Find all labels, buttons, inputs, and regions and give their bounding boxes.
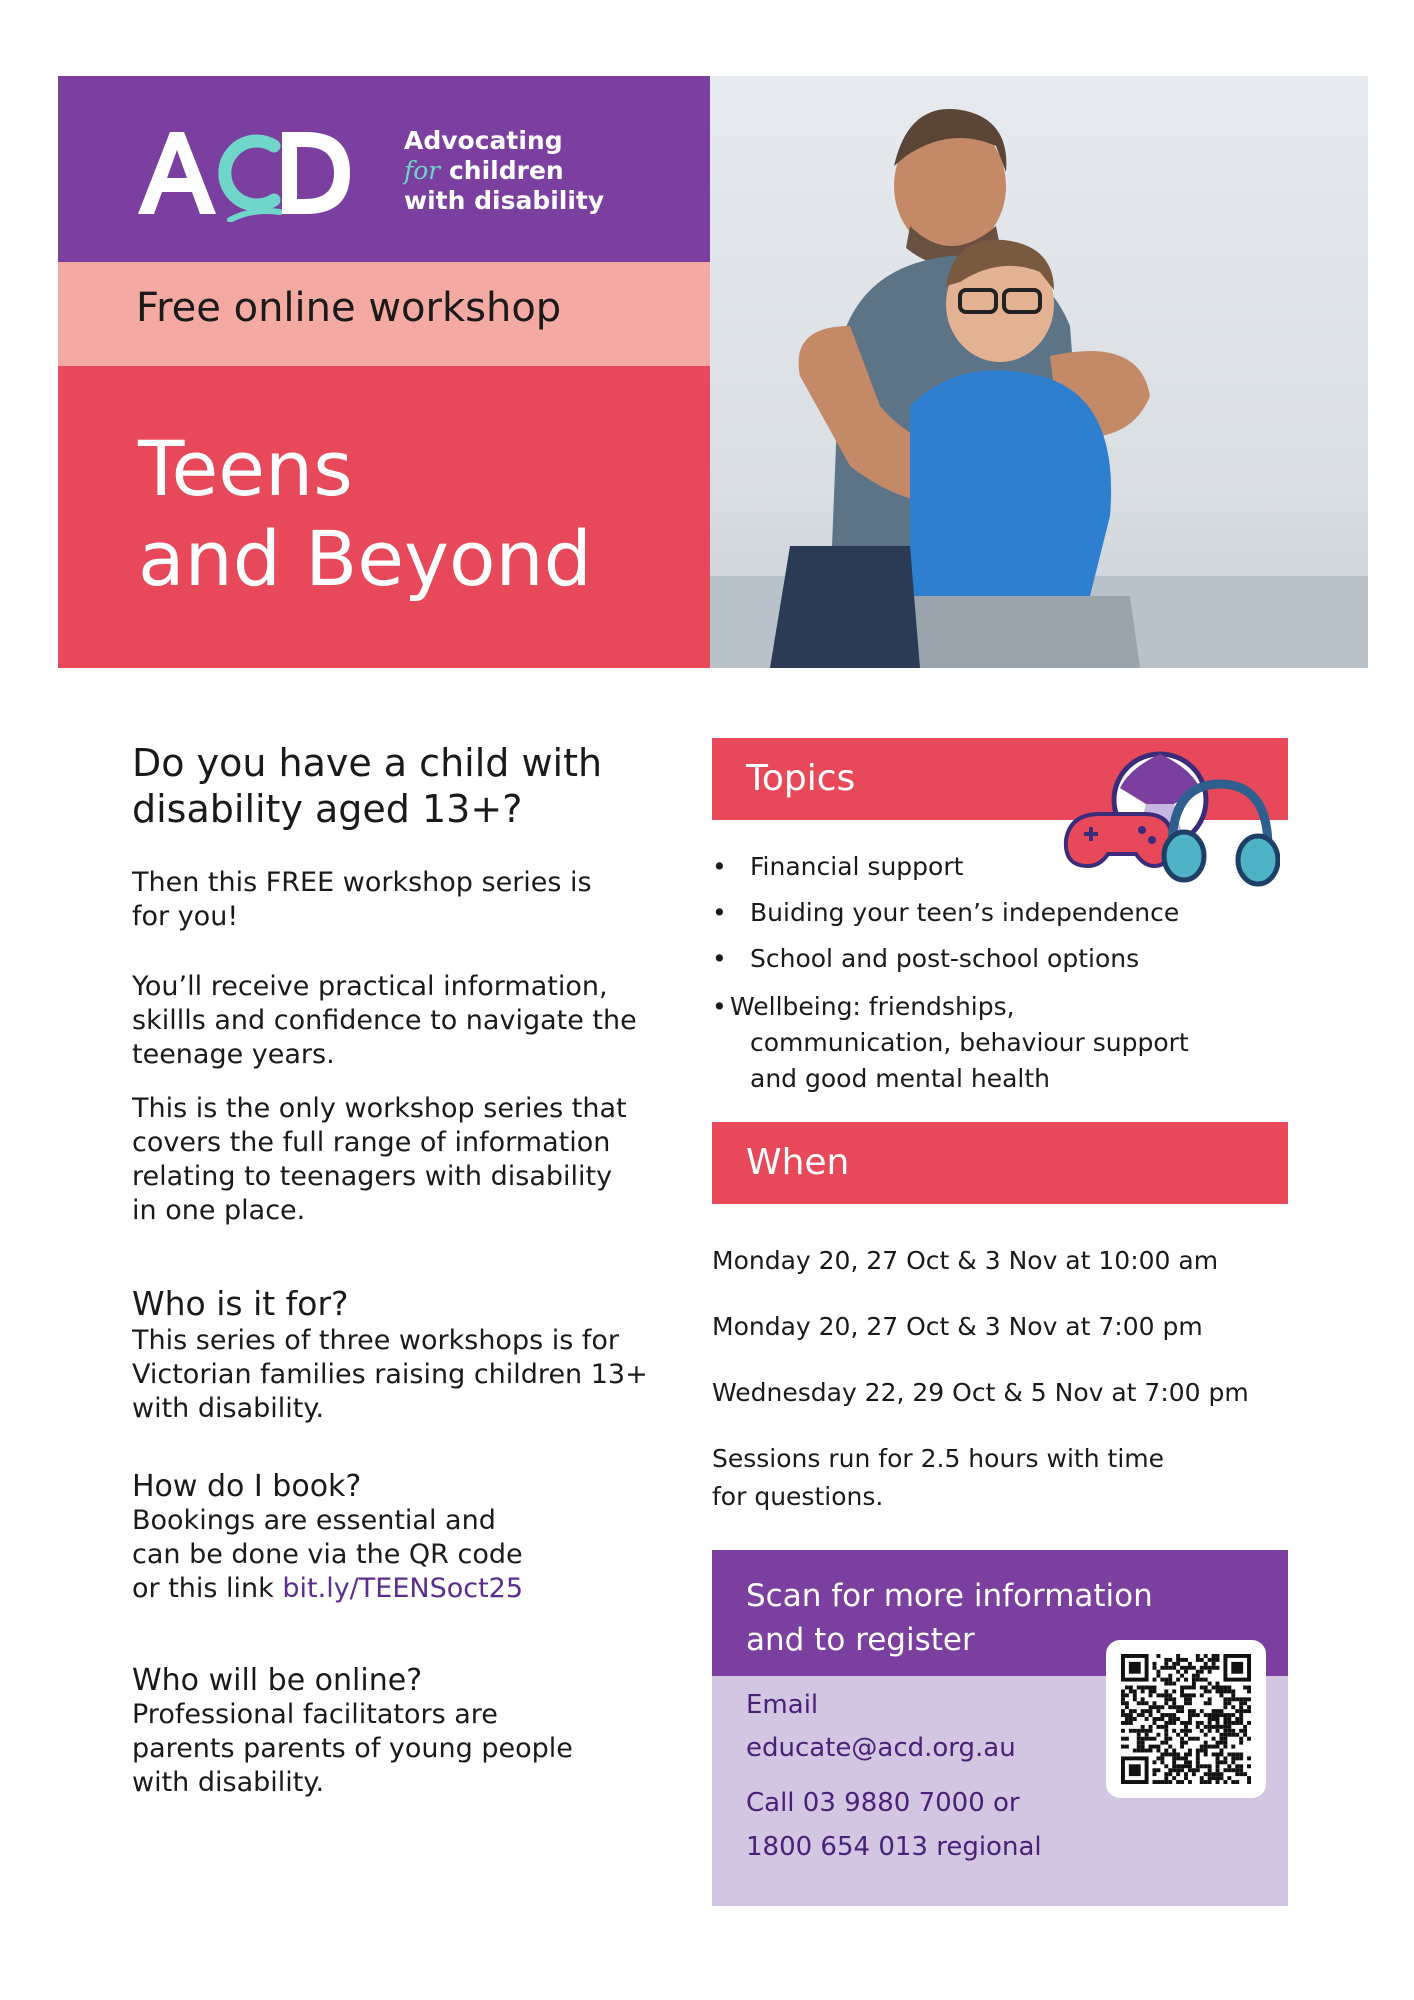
session-note-line-2: for questions. bbox=[712, 1482, 884, 1511]
topic-wellbeing-line-1: Wellbeing: friendships, bbox=[730, 992, 1015, 1021]
tagline-line-2 bbox=[404, 156, 604, 186]
email-address[interactable]: educate@acd.org.au bbox=[746, 1733, 1016, 1763]
tagline-line-1: Advocating bbox=[404, 126, 563, 155]
topic-wellbeing-line-3: and good mental health bbox=[750, 1064, 1050, 1093]
booking-line-3 bbox=[132, 1572, 672, 1606]
free-workshop-label: Free online workshop bbox=[136, 285, 562, 331]
who-for-heading: Who is it for? bbox=[132, 1284, 349, 1323]
who-for-section bbox=[132, 1284, 672, 1426]
tagline-children: children bbox=[448, 156, 564, 185]
who-for-line-3: with disability. bbox=[132, 1393, 325, 1424]
title-line-2: and Beyond bbox=[138, 514, 592, 603]
session-row: Monday 20, 27 Oct & 3 Nov at 7:00 pm bbox=[712, 1312, 1203, 1341]
facilitators-line-2: parents parents of young people bbox=[132, 1733, 573, 1764]
p1-line-1: Then this FREE workshop series is bbox=[132, 867, 592, 898]
p2-line-3: teenage years. bbox=[132, 1039, 335, 1070]
bullet-icon: • bbox=[712, 898, 727, 927]
booking-line-2: can be done via the QR code bbox=[132, 1539, 523, 1570]
booking-link[interactable]: bit.ly/TEENSoct25 bbox=[282, 1573, 524, 1604]
register-title bbox=[746, 1574, 1153, 1662]
intro-heading-line-1: Do you have a child with bbox=[132, 741, 603, 785]
acd-logo-icon bbox=[134, 122, 354, 222]
hero-photo bbox=[710, 76, 1368, 668]
p3-line-1: This is the only workshop series that bbox=[132, 1093, 627, 1124]
phone-line-1[interactable]: Call 03 9880 7000 or bbox=[746, 1788, 1020, 1818]
who-for-line-1: This series of three workshops is for bbox=[132, 1325, 620, 1356]
logo-tagline bbox=[404, 126, 604, 216]
when-heading: When bbox=[746, 1142, 850, 1183]
topics-heading: Topics bbox=[746, 758, 856, 799]
tagline-line-3: with disability bbox=[404, 186, 605, 215]
who-for-line-2: Victorian families raising children 13+ bbox=[132, 1359, 648, 1390]
phone-line-2[interactable]: 1800 654 013 regional bbox=[746, 1832, 1042, 1862]
qr-code[interactable] bbox=[1120, 1654, 1252, 1784]
headphones-icon bbox=[1164, 784, 1278, 884]
p3-line-4: in one place. bbox=[132, 1195, 306, 1226]
facilitators-section bbox=[132, 1664, 672, 1800]
title-line-1: Teens bbox=[138, 424, 353, 513]
intro-heading-line-2: disability aged 13+? bbox=[132, 787, 523, 831]
p1-line-2: for you! bbox=[132, 901, 239, 932]
game-controller-icon bbox=[1066, 814, 1172, 866]
topic-wellbeing-line-2: communication, behaviour support bbox=[750, 1028, 1189, 1057]
register-title-line-1: Scan for more information bbox=[746, 1578, 1153, 1614]
register-title-line-2: and to register bbox=[746, 1622, 975, 1658]
booking-line-1: Bookings are essential and bbox=[132, 1505, 496, 1536]
when-band bbox=[712, 1122, 1288, 1204]
bullet-icon: • bbox=[712, 944, 727, 973]
session-note-line-1: Sessions run for 2.5 hours with time bbox=[712, 1444, 1165, 1473]
bullet-icon: • bbox=[712, 852, 727, 881]
session-row: Monday 20, 27 Oct & 3 Nov at 10:00 am bbox=[712, 1246, 1219, 1275]
booking-link-prefix: or this link bbox=[132, 1573, 283, 1604]
facilitators-line-3: with disability. bbox=[132, 1767, 325, 1798]
booking-heading: How do I book? bbox=[132, 1469, 362, 1504]
intro-heading bbox=[132, 740, 672, 832]
p3-line-2: covers the full range of information bbox=[132, 1127, 611, 1158]
page-title bbox=[138, 424, 592, 604]
tagline-for: for bbox=[404, 156, 441, 185]
intro-paragraph-2 bbox=[132, 970, 672, 1072]
bullet-icon: • bbox=[712, 992, 727, 1021]
topic-label: Buiding your teen’s independence bbox=[750, 898, 1180, 927]
session-row: Wednesday 22, 29 Oct & 5 Nov at 7:00 pm bbox=[712, 1378, 1249, 1407]
topics-illustration bbox=[1060, 748, 1280, 898]
hero-photo-illustration bbox=[710, 76, 1368, 668]
booking-section bbox=[132, 1470, 672, 1606]
intro-paragraph-1 bbox=[132, 866, 672, 934]
facilitators-line-1: Professional facilitators are bbox=[132, 1699, 498, 1730]
facilitators-heading: Who will be online? bbox=[132, 1663, 423, 1698]
p3-line-3: relating to teenagers with disability bbox=[132, 1161, 613, 1192]
topic-label: School and post-school options bbox=[750, 944, 1140, 973]
p2-line-2: skillls and confidence to navigate the bbox=[132, 1005, 637, 1036]
email-label: Email bbox=[746, 1690, 819, 1720]
intro-paragraph-3 bbox=[132, 1092, 672, 1228]
topic-label: Financial support bbox=[750, 852, 964, 881]
p2-line-1: You’ll receive practical information, bbox=[132, 971, 608, 1002]
qr-code-card[interactable] bbox=[1106, 1640, 1266, 1798]
